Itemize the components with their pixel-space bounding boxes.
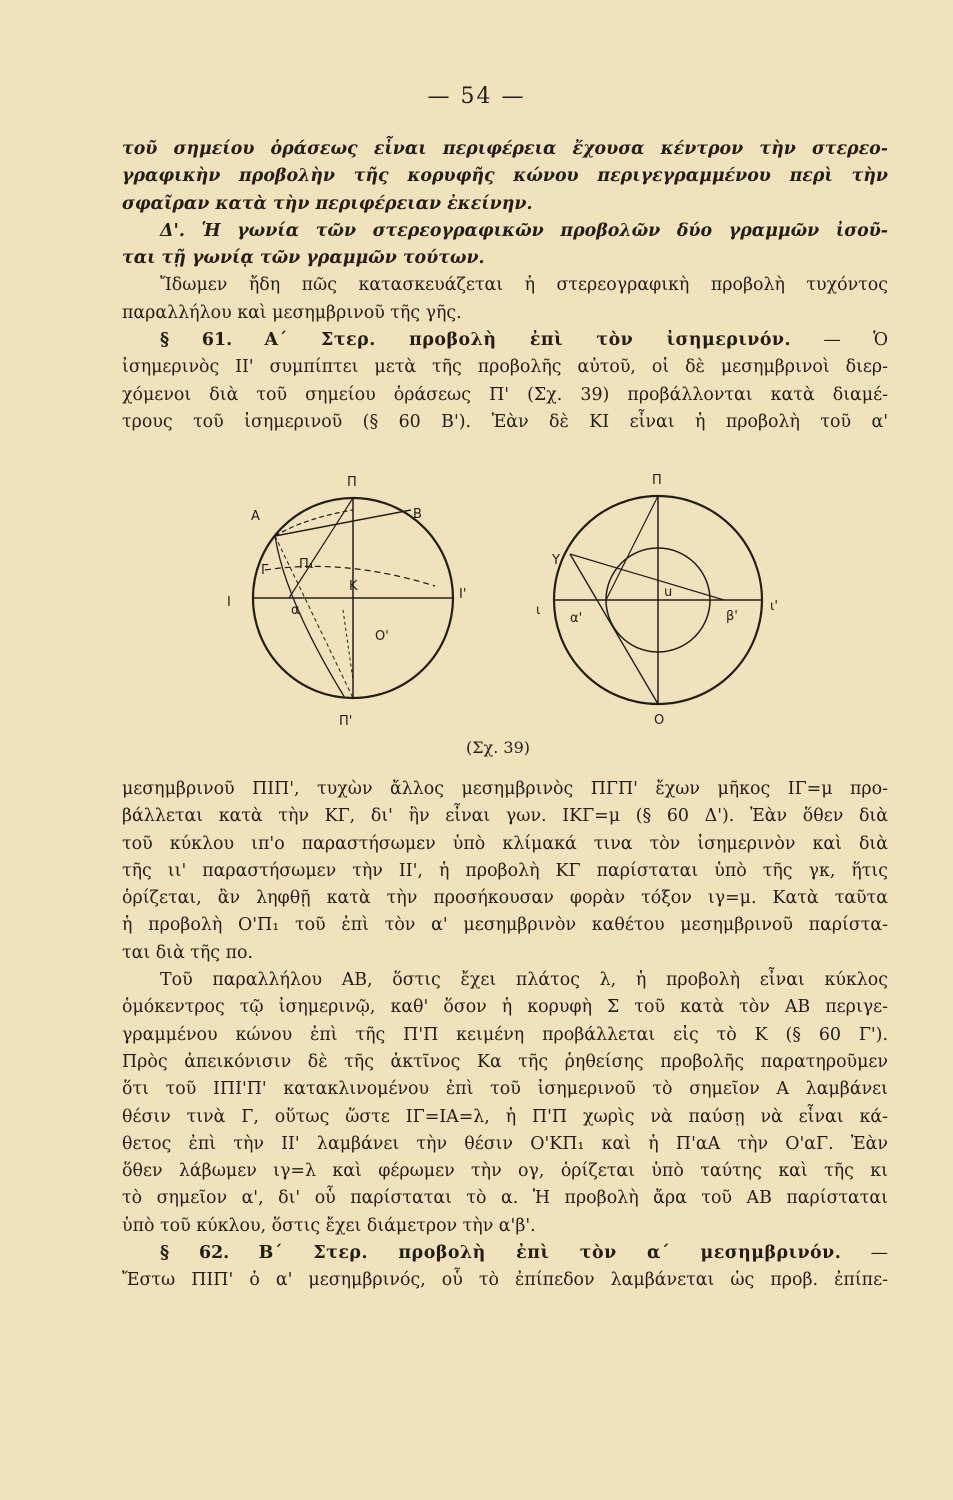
label: Π₁	[299, 557, 314, 572]
label: Κ	[349, 579, 358, 594]
section-number: § 62.	[160, 1243, 230, 1264]
label: Υ	[552, 553, 560, 568]
label: Ο	[654, 713, 665, 728]
section-61-heading	[122, 327, 888, 354]
label: Π'	[339, 714, 353, 729]
figure-39-left	[225, 470, 485, 730]
body-text-bottom	[122, 776, 888, 1295]
body-text-top	[122, 136, 888, 436]
label: Β	[413, 507, 422, 522]
text-line: παραλλήλου καὶ μεσημβρινοῦ τῆς γῆς.	[122, 302, 462, 323]
text-line: σφαῖραν κατὰ τὴν περιφέρειαν ἐκείνην.	[122, 193, 533, 214]
label: β'	[726, 609, 738, 624]
label: Ο'	[375, 629, 389, 644]
text-line: ἡ προβολὴ Ο'Π₁ τοῦ ἐπὶ τὸν α' μεσημβρινὸν καθέτου μεσημβρινοῦ παρίστα-	[122, 915, 888, 936]
label: Α	[251, 509, 260, 524]
text-line: ται τῇ γωνίᾳ τῶν γραμμῶν τούτων.	[122, 248, 485, 269]
text-line: τοῦ σημείου ὁράσεως εἶναι περιφέρεια ἔχουσα κέντρον τὴν στερεο-	[122, 139, 888, 159]
theorem-heading: Δ'. Ἡ γωνία τῶν στερεογραφικῶν προβολῶν δύο γραμμῶν ἰσοῦ-	[160, 220, 888, 241]
text-line: Ἴδωμεν ἤδη πῶς κατασκευάζεται ἡ στερεογραφικὴ προβολὴ τυχόντος	[160, 275, 888, 296]
text-line: χόμενοι διὰ τοῦ σημείου ὁράσεως Π' (Σχ. 39) προβάλλονται κατὰ διαμέ-	[122, 384, 888, 405]
text-line: ὅτι τοῦ ΙΠΙ'Π' κατακλινομένου ἐπὶ τοῦ ἰσημερινοῦ τὸ σημεῖον Α λαμβάνει	[122, 1079, 888, 1100]
text-line: ὅθεν λάβωμεν ιγ=λ καὶ φέρωμεν τὴν ογ, ὁρίζεται ὑπὸ ταύτης καὶ τῆς κι	[122, 1161, 888, 1182]
section-rest: — Ὁ	[823, 330, 889, 351]
label: α'	[570, 611, 583, 626]
label: Π	[652, 473, 662, 488]
text-line: Πρὸς ἀπεικόνισιν δὲ τῆς ἀκτῖνος Κα τῆς ῥηθείσης προβολῆς παρατηροῦμεν	[122, 1051, 888, 1072]
figure-caption: (Σχ. 39)	[466, 738, 531, 757]
text-line: μεσημβρινοῦ ΠΙΠ', τυχὼν ἄλλος μεσημβρινὸς ΠΓΠ' ἔχων μῆκος ΙΓ=μ προ-	[122, 779, 888, 799]
dashed-line	[343, 610, 353, 680]
sphere-diagram	[225, 470, 485, 730]
label: ι	[536, 603, 541, 618]
text-line: τῆς ιι' παραστήσωμεν τὴν ΙΙ', ἡ προβολὴ ΚΓ παρίσταται ὑπὸ τῆς γκ, ἥτις	[122, 860, 888, 881]
section-title: Α΄ Στερ. προβολὴ ἐπὶ τὸν ἰσημερινόν.	[264, 330, 792, 351]
text-line: Ἔστω ΠΙΠ' ὁ α' μεσημβρινός, οὗ τὸ ἐπίπεδον λαμβάνεται ὡς προβ. ἐπίπε-	[122, 1270, 888, 1291]
label: Π	[347, 475, 357, 490]
label: α	[291, 603, 300, 618]
text-line: γραμμένου κώνου ἐπὶ τῆς Π'Π κειμένη προβάλλεται εἰς τὸ Κ (§ 60 Γ').	[122, 1024, 888, 1045]
text-line: ὁρίζεται, ἂν ληφθῇ κατὰ τὴν προσήκουσαν φορὰν τόξον ιγ=μ. Κατὰ ταῦτα	[122, 888, 888, 909]
text-line: τοῦ κύκλου ιπ'ο παραστήσωμεν ὑπὸ κλίμακά τινα τὸν ἰσημερινὸν καὶ διὰ	[122, 833, 888, 854]
section-62-heading	[122, 1240, 888, 1267]
text-line: ἰσημερινὸς ΙΙ' συμπίπτει μετὰ τῆς προβολῆς αὐτοῦ, οἱ δὲ μεσημβρινοὶ διερ-	[122, 357, 888, 378]
page-number: — 54 —	[427, 84, 526, 109]
label: u	[664, 585, 673, 600]
text-line: βάλλεται κατὰ τὴν ΚΓ, δι' ἣν εἶναι γων. ΙΚΓ=μ (§ 60 Δ'). Ἐὰν ὅθεν διὰ	[122, 806, 888, 827]
figure-39-right	[530, 470, 800, 730]
text-line: γραφικὴν προβολὴν τῆς κορυφῆς κώνου περιγεγραμμένου περὶ τὴν	[122, 166, 888, 187]
text-line: Τοῦ παραλλήλου ΑΒ, ὅστις ἔχει πλάτος λ, ἡ προβολὴ εἶναι κύκλος	[160, 970, 888, 991]
label: Ι'	[459, 587, 467, 602]
label: Γ	[261, 563, 269, 578]
section-number: § 61.	[160, 330, 233, 351]
text-line: θέσιν τινὰ Γ, οὕτως ὥστε ΙΓ=ΙΑ=λ, ἡ Π'Π χωρὶς νὰ παύσῃ νὰ εἶναι κά-	[122, 1106, 888, 1127]
text-line: τρους τοῦ ἰσημερινοῦ (§ 60 Β'). Ἐὰν δὲ ΚΙ εἶναι ἡ προβολὴ τοῦ α'	[122, 411, 888, 432]
text-line: ται διὰ τῆς πο.	[122, 942, 254, 963]
section-rest: —	[870, 1243, 889, 1264]
text-line: θετος ἐπὶ τὴν ΙΙ' λαμβάνει τὴν θέσιν Ο'ΚΠ₁ καὶ ἡ Π'αΑ τὴν Ο'αΓ. Ἐὰν	[122, 1133, 888, 1154]
section-title: Β΄ Στερ. προβολὴ ἐπὶ τὸν α΄ μεσημβρινόν.	[258, 1243, 842, 1264]
text-line: τὸ σημεῖον α', δι' οὗ παρίσταται τὸ α. Ἡ προβολὴ ἄρα τοῦ ΑΒ παρίσταται	[122, 1188, 888, 1209]
label: ι'	[770, 599, 778, 614]
text-line: ὑπὸ τοῦ κύκλου, ὅστις ἔχει διάμετρον τὴν α'β'.	[122, 1215, 536, 1236]
projection-diagram	[530, 470, 800, 730]
text-line: ὁμόκεντρος τῷ ἰσημερινῷ, καθ' ὅσον ἡ κορυφὴ Σ τοῦ κατὰ τὸν ΑΒ περιγε-	[122, 997, 888, 1018]
label: Ι	[227, 595, 231, 610]
